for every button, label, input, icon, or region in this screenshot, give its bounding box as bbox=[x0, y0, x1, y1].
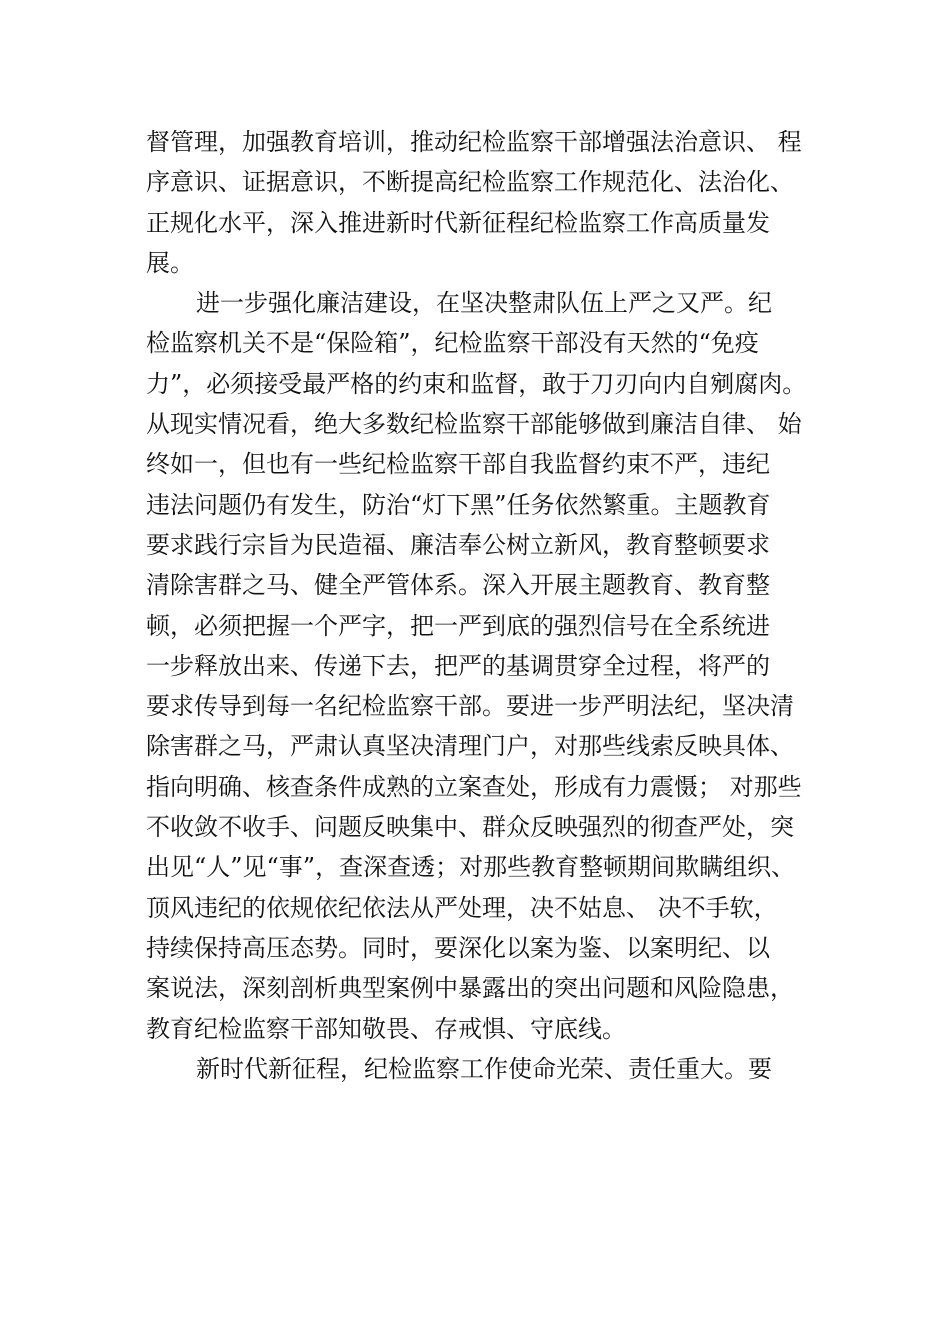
text-line: 案说法，深刻剖析典型案例中暴露出的突出问题和风险隐患， bbox=[146, 974, 794, 1003]
text-line: 正规化水平，深入推进新时代新征程纪检监察工作高质量发 bbox=[146, 208, 770, 237]
text-line: 持续保持高压态势。同时，要深化以案为鉴、以案明纪、以 bbox=[146, 933, 770, 962]
text-line: 违法问题仍有发生，防治“灯下黑”任务依然繁重。主题教育 bbox=[146, 490, 771, 519]
text-line: 终如一，但也有一些纪检监察干部自我监督约束不严，违纪 bbox=[146, 450, 770, 479]
text-line: 序意识、证据意识，不断提高纪检监察工作规范化、法治化、 bbox=[146, 168, 794, 197]
text-line: 出见“人”见“事”，查深查透；对那些教育整顿期间欺瞒组织、 bbox=[146, 853, 796, 882]
text-line: 教育纪检监察干部知敬畏、存戒惧、守底线。 bbox=[146, 1014, 626, 1043]
text-line: 顶风违纪的依规依纪依法从严处理，决不姑息、 决不手软， bbox=[146, 893, 778, 922]
text-line: 清除害群之马、健全严管体系。深入开展主题教育、教育整 bbox=[146, 571, 770, 600]
text-line: 指向明确、核查条件成熟的立案查处，形成有力震慑； 对那些 bbox=[146, 772, 802, 801]
body-text bbox=[146, 122, 836, 1089]
text-line: 要求传导到每一名纪检监察干部。要进一步严明法纪，坚决清 bbox=[146, 692, 794, 721]
text-line: 督管理，加强教育培训，推动纪检监察干部增强法治意识、 程 bbox=[146, 128, 802, 156]
text-line: 进一步强化廉洁建设，在坚决整肃队伍上严之又严。纪 bbox=[196, 289, 772, 318]
text-line: 除害群之马，严肃认真坚决清理门户，对那些线索反映具体、 bbox=[146, 732, 794, 761]
text-line: 要求践行宗旨为民造福、廉洁奉公树立新风，教育整顿要求 bbox=[146, 530, 770, 559]
text-line: 新时代新征程，纪检监察工作使命光荣、责任重大。要 bbox=[196, 1054, 772, 1083]
text-line: 不收敛不收手、问题反映集中、群众反映强烈的彻查严处，突 bbox=[146, 813, 794, 842]
text-line: 检监察机关不是“保险箱”，纪检监察干部没有天然的“免疫 bbox=[146, 329, 759, 358]
text-line: 顿，必须把握一个严字，把一严到底的强烈信号在全系统进 bbox=[146, 611, 770, 640]
text-line: 力”，必须接受最严格的约束和监督，敢于刀刃向内自剜腐肉。 bbox=[146, 369, 807, 398]
text-line: 一步释放出来、传递下去，把严的基调贯穿全过程，将严的 bbox=[146, 651, 770, 680]
text-line: 展。 bbox=[146, 248, 194, 277]
text-line: 从现实情况看，绝大多数纪检监察干部能够做到廉洁自律、 始 bbox=[146, 410, 802, 439]
